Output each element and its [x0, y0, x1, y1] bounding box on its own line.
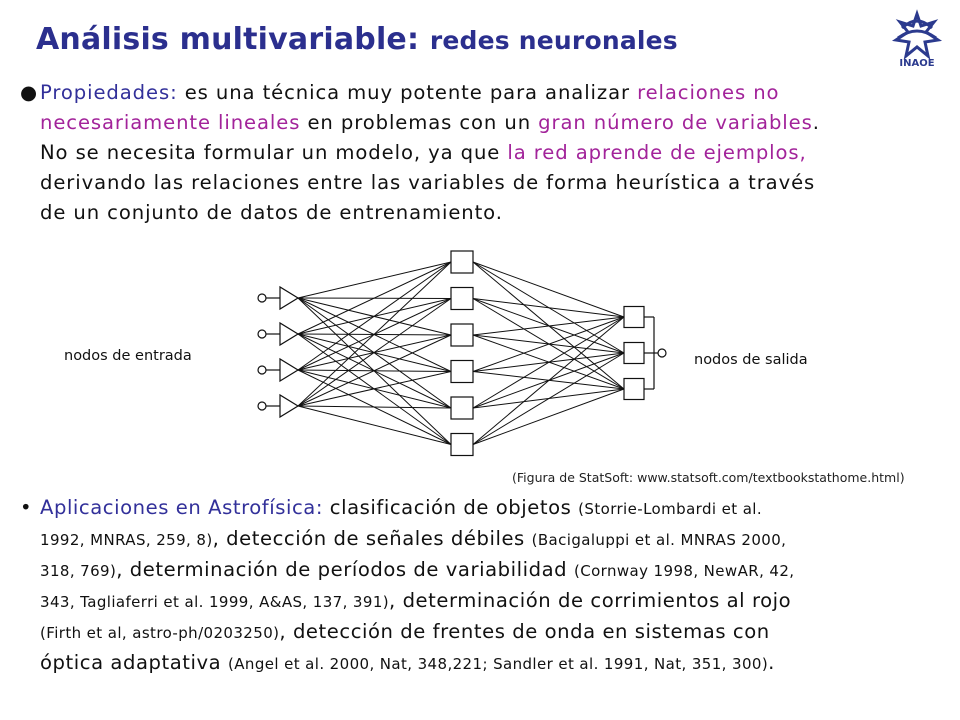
paragraph-line	[20, 555, 940, 586]
paragraph-line	[20, 108, 940, 138]
output-node	[624, 379, 644, 400]
body-text: óptica adaptativa	[40, 651, 228, 674]
input-node-circle	[258, 366, 266, 374]
output-node	[624, 307, 644, 328]
reference-text: 1992, MNRAS, 259, 8)	[40, 531, 213, 549]
hidden-output-connection	[473, 299, 624, 318]
input-node-triangle	[280, 359, 298, 381]
hidden-node	[451, 251, 473, 273]
input-hidden-connection	[298, 372, 451, 407]
body-text: en problemas con un	[300, 111, 539, 134]
body-text: , determinación de corrimientos al rojo	[389, 589, 792, 612]
input-nodes-label: nodos de entrada	[64, 348, 192, 364]
paragraph-line	[20, 648, 940, 679]
hidden-output-connection	[473, 262, 624, 317]
paragraph-line	[20, 138, 940, 168]
paragraph-line	[20, 493, 940, 524]
hidden-output-connection	[473, 317, 624, 408]
bullet-icon: ●	[20, 81, 38, 104]
hidden-output-connection	[473, 353, 624, 445]
body-text: , determinación de períodos de variabilidad	[116, 558, 574, 581]
highlight-text: la red aprende de ejemplos,	[507, 141, 807, 164]
neural-network-diagram	[246, 240, 686, 470]
input-hidden-connection	[298, 262, 451, 370]
input-node-circle	[258, 330, 266, 338]
body-text: de un conjunto de datos de entrenamiento.	[40, 201, 503, 224]
body-text: clasificación de objetos	[323, 496, 579, 519]
paragraph-line	[20, 78, 940, 108]
reference-text: (Bacigaluppi et al. MNRAS 2000,	[531, 531, 787, 549]
hidden-node	[451, 397, 473, 419]
input-node-triangle	[280, 395, 298, 417]
body-text: .	[768, 651, 775, 674]
highlight-text: gran número de variables	[538, 111, 813, 134]
input-hidden-connection	[298, 262, 451, 298]
inaoe-logo	[884, 8, 950, 70]
reference-text: 318, 769)	[40, 562, 117, 580]
logo-text: INAOE	[899, 58, 935, 69]
paragraph-label: Aplicaciones en Astrofísica:	[40, 496, 324, 519]
input-node-triangle	[280, 287, 298, 309]
hidden-output-connection	[473, 389, 624, 445]
slide-title	[36, 22, 678, 57]
hidden-node	[451, 434, 473, 456]
output-node	[624, 343, 644, 364]
input-node-triangle	[280, 323, 298, 345]
reference-text: (Angel et al. 2000, Nat, 348,221; Sandler et al. 1991, Nat, 351, 300)	[228, 655, 769, 673]
hidden-node	[451, 361, 473, 383]
reference-text: 343, Tagliaferri et al. 1999, A&AS, 137, 391)	[40, 593, 390, 611]
body-text: derivando las relaciones entre las variables de forma heurística a través	[40, 171, 816, 194]
input-node-circle	[258, 294, 266, 302]
figure-caption: (Figura de StatSoft: www.statsoft.com/textbookstathome.html)	[512, 470, 905, 485]
highlight-text: necesariamente lineales	[40, 111, 301, 134]
paragraph-line	[20, 524, 940, 555]
paragraph-line	[20, 168, 940, 198]
paragraph-line	[20, 617, 940, 648]
reference-text: (Storrie-Lombardi et al.	[578, 500, 763, 518]
hidden-node	[451, 324, 473, 346]
applications-paragraph	[20, 493, 940, 679]
body-text: es una técnica muy potente para analizar	[177, 81, 638, 104]
bullet-icon: •	[20, 496, 33, 519]
body-text: , detección de frentes de onda en sistemas con	[279, 620, 770, 643]
output-nodes-label: nodos de salida	[694, 352, 808, 368]
properties-paragraph	[20, 78, 940, 228]
input-node-circle	[258, 402, 266, 410]
highlight-text: relaciones no	[637, 81, 780, 104]
paragraph-line	[20, 586, 940, 617]
input-hidden-connection	[298, 406, 451, 445]
hidden-output-connection	[473, 317, 624, 335]
slide-title-sub: redes neuronales	[429, 26, 678, 55]
hidden-node	[451, 288, 473, 310]
reference-text: (Firth et al, astro-ph/0203250)	[40, 624, 280, 642]
body-text: No se necesita formular un modelo, ya que	[40, 141, 508, 164]
body-text: , detección de señales débiles	[212, 527, 532, 550]
output-terminal-circle	[658, 349, 666, 357]
slide-title-main: Análisis multivariable:	[36, 22, 420, 57]
paragraph-line	[20, 198, 940, 228]
paragraph-label: Propiedades:	[40, 81, 178, 104]
body-text: .	[812, 111, 820, 134]
reference-text: (Cornway 1998, NewAR, 42,	[573, 562, 795, 580]
